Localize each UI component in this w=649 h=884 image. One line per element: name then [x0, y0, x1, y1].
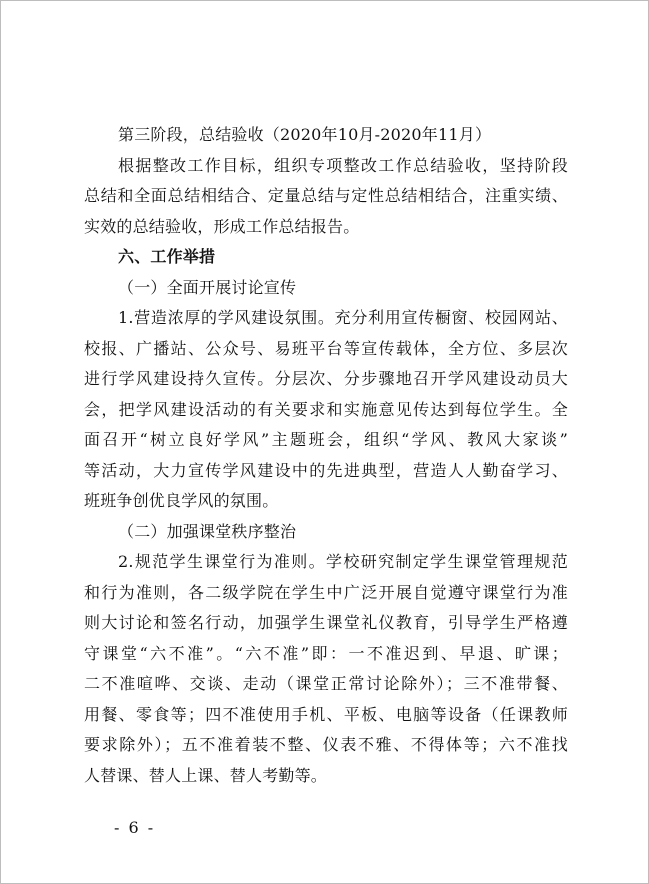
paragraph-line: 校报、广播站、公众号、易班平台等宣传载体，全方位、多层次: [84, 338, 568, 358]
paragraph-line: 班班争创优良学风的氛围。: [84, 491, 279, 510]
paragraph-line: 会，把学风建设活动的有关要求和实施意见传达到每位学生。全: [84, 399, 568, 419]
paragraph-line: 1.营造浓厚的学风建设氛围。充分利用宣传橱窗、校园网站、: [118, 308, 568, 327]
paragraph-line: 要求除外）；五不准着装不整、仪表不雅、不得体等；六不准找: [84, 735, 568, 754]
paragraph-line: 总结和全面总结相结合、定量总结与定性总结相结合，注重实绩、: [84, 186, 568, 205]
paragraph-line: 和行为准则，各二级学院在学生中广泛开展自觉遵守课堂行为准: [84, 582, 568, 602]
subsection-heading: （二）加强课堂秩序整治: [118, 521, 297, 541]
paragraph-line: 等活动，大力宣传学风建设中的先进典型，营造人人勤奋学习、: [84, 460, 568, 480]
paragraph-line: 用餐、零食等；四不准使用手机、平板、电脑等设备（任课教师: [84, 704, 568, 724]
page-number: - 6 -: [114, 818, 156, 837]
paragraph-line: 守课堂“六不准”。“六不准”即：一不准迟到、早退、旷课；: [84, 643, 568, 663]
paragraph-line: 二不准喧哗、交谈、走动（课堂正常讨论除外）；三不准带餐、: [84, 674, 568, 693]
paragraph-line: 2.规范学生课堂行为准则。学校研究制定学生课堂管理规范: [118, 552, 568, 571]
paragraph-line: 人替课、替人上课、替人考勤等。: [84, 765, 328, 785]
paragraph-line: 则大讨论和签名行动，加强学生课堂礼仪教育，引导学生严格遵: [84, 613, 568, 632]
stage-heading: 第三阶段，总结验收（2020年10月-2020年11月）: [118, 125, 492, 144]
section-heading: 六、工作举措: [118, 247, 216, 266]
subsection-heading: （一）全面开展讨论宣传: [118, 277, 297, 297]
paragraph-line: 进行学风建设持久宣传。分层次、分步骤地召开学风建设动员大: [84, 369, 568, 388]
paragraph-line: 根据整改工作目标，组织专项整改工作总结验收，坚持阶段: [118, 155, 568, 175]
paragraph-line: 实效的总结验收，形成工作总结报告。: [84, 216, 360, 236]
document-body: [84, 120, 568, 791]
paragraph-line: 面召开“树立良好学风”主题班会，组织“学风、教风大家谈”: [84, 430, 568, 449]
